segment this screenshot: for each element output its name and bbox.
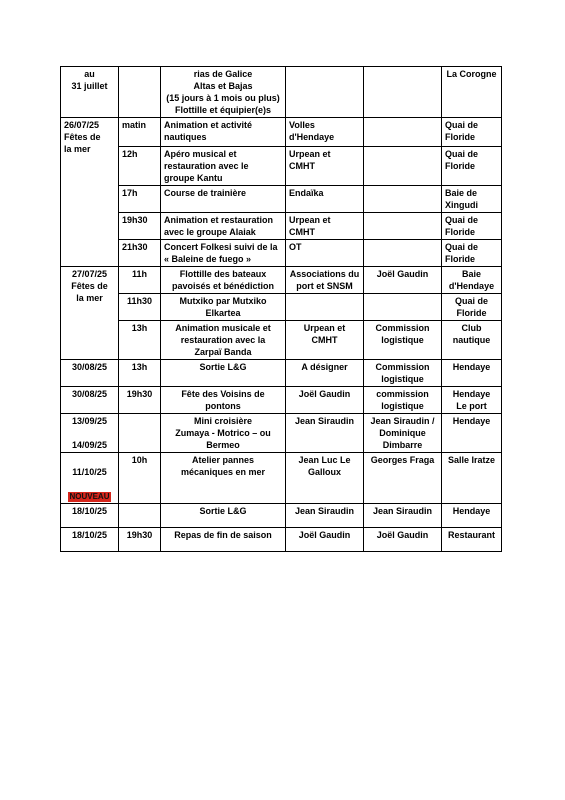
contact-cell: Commission logistique xyxy=(364,360,442,387)
event-cell: Concert Folkesi suivi de la « Baleine de fuego » xyxy=(161,240,286,267)
time-cell xyxy=(119,67,161,118)
table-row xyxy=(61,213,502,240)
event-cell: Animation et activité nautiques xyxy=(161,118,286,147)
event-cell: Sortie L&G xyxy=(161,504,286,528)
time-cell: 10h xyxy=(119,453,161,504)
contact-cell xyxy=(364,213,442,240)
date-cell: 30/08/25 xyxy=(61,387,119,414)
place-cell: Hendaye xyxy=(442,414,502,453)
organizer-cell: Joël Gaudin xyxy=(286,387,364,414)
contact-cell xyxy=(364,240,442,267)
organizer-cell: Joël Gaudin xyxy=(286,528,364,552)
event-cell: Flottille des bateaux pavoisés et bénédiction xyxy=(161,267,286,294)
time-cell: 21h30 xyxy=(119,240,161,267)
place-cell: Quai de Floride xyxy=(442,294,502,321)
event-cell: Course de trainière xyxy=(161,186,286,213)
table-row xyxy=(61,147,502,186)
event-cell: Sortie L&G xyxy=(161,360,286,387)
organizer-cell: Volles d'Hendaye xyxy=(286,118,364,147)
table-row xyxy=(61,360,502,387)
organizer-cell: Urpean et CMHT xyxy=(286,147,364,186)
table-row xyxy=(61,453,502,504)
time-cell xyxy=(119,414,161,453)
table-row xyxy=(61,528,502,552)
place-cell: Club nautique xyxy=(442,321,502,360)
table-row xyxy=(61,118,502,147)
contact-cell xyxy=(364,147,442,186)
place-cell: Quai de Floride xyxy=(442,213,502,240)
contact-cell xyxy=(364,294,442,321)
date-cell: 13/09/25 14/09/25 xyxy=(61,414,119,453)
organizer-cell: Jean Siraudin xyxy=(286,504,364,528)
time-cell: 13h xyxy=(119,321,161,360)
place-cell: Quai de Floride xyxy=(442,118,502,147)
event-cell: rias de Galice Altas et Bajas (15 jours à 1 mois ou plus) Flottille et équipier(e)s xyxy=(161,67,286,118)
event-cell: Mini croisière Zumaya - Motrico – ou Bermeo xyxy=(161,414,286,453)
organizer-cell: Urpean et CMHT xyxy=(286,213,364,240)
organizer-cell xyxy=(286,294,364,321)
event-cell: Fête des Voisins de pontons xyxy=(161,387,286,414)
table-row xyxy=(61,240,502,267)
contact-cell: Commission logistique xyxy=(364,321,442,360)
organizer-cell: Associations du port et SNSM xyxy=(286,267,364,294)
event-cell: Animation musicale et restauration avec la Zarpaï Banda xyxy=(161,321,286,360)
nouveau-badge: NOUVEAU xyxy=(69,492,110,501)
table-row xyxy=(61,414,502,453)
table-row xyxy=(61,67,502,118)
place-cell: Hendaye xyxy=(442,504,502,528)
time-cell: 13h xyxy=(119,360,161,387)
table-row xyxy=(61,186,502,213)
organizer-cell: Endaïka xyxy=(286,186,364,213)
schedule-table xyxy=(60,66,502,552)
place-cell: Restaurant xyxy=(442,528,502,552)
organizer-cell: OT xyxy=(286,240,364,267)
contact-cell: commission logistique xyxy=(364,387,442,414)
contact-cell: Jean Siraudin xyxy=(364,504,442,528)
time-cell: 11h xyxy=(119,267,161,294)
organizer-cell: Urpean et CMHT xyxy=(286,321,364,360)
place-cell: Baie d'Hendaye xyxy=(442,267,502,294)
organizer-cell: Jean Luc Le Galloux xyxy=(286,453,364,504)
event-cell: Atelier pannes mécaniques en mer xyxy=(161,453,286,504)
contact-cell xyxy=(364,118,442,147)
time-cell: matin xyxy=(119,118,161,147)
time-cell xyxy=(119,504,161,528)
time-cell: 12h xyxy=(119,147,161,186)
event-cell: Animation et restauration avec le groupe Alaiak xyxy=(161,213,286,240)
contact-cell: Joël Gaudin xyxy=(364,528,442,552)
date-cell: 18/10/25 xyxy=(61,528,119,552)
date-cell xyxy=(61,453,119,504)
contact-cell xyxy=(364,186,442,213)
date-cell: 27/07/25 Fêtes de la mer xyxy=(61,267,119,360)
contact-cell xyxy=(364,67,442,118)
date-cell: 18/10/25 xyxy=(61,504,119,528)
organizer-cell: Jean Siraudin xyxy=(286,414,364,453)
event-cell: Apéro musical et restauration avec le groupe Kantu xyxy=(161,147,286,186)
place-cell: La Corogne xyxy=(442,67,502,118)
event-cell: Repas de fin de saison xyxy=(161,528,286,552)
place-cell: Quai de Floride xyxy=(442,240,502,267)
contact-cell: Georges Fraga xyxy=(364,453,442,504)
place-cell: Salle Iratze xyxy=(442,453,502,504)
event-cell: Mutxiko par Mutxiko Elkartea xyxy=(161,294,286,321)
time-cell: 11h30 xyxy=(119,294,161,321)
date-cell: au 31 juillet xyxy=(61,67,119,118)
contact-cell: Joël Gaudin xyxy=(364,267,442,294)
date-cell: 30/08/25 xyxy=(61,360,119,387)
place-cell: Quai de Floride xyxy=(442,147,502,186)
contact-cell: Jean Siraudin / Dominique Dimbarre xyxy=(364,414,442,453)
time-cell: 19h30 xyxy=(119,213,161,240)
table-row xyxy=(61,504,502,528)
organizer-cell: A désigner xyxy=(286,360,364,387)
time-cell: 19h30 xyxy=(119,528,161,552)
place-cell: Hendaye xyxy=(442,360,502,387)
time-cell: 17h xyxy=(119,186,161,213)
table-row xyxy=(61,267,502,294)
table-row xyxy=(61,387,502,414)
table-row xyxy=(61,321,502,360)
organizer-cell xyxy=(286,67,364,118)
date-cell: 26/07/25 Fêtes de la mer xyxy=(61,118,119,267)
time-cell: 19h30 xyxy=(119,387,161,414)
table-row xyxy=(61,294,502,321)
date-text: 11/10/25 xyxy=(72,467,107,477)
place-cell: Baie de Xingudi xyxy=(442,186,502,213)
place-cell: Hendaye Le port xyxy=(442,387,502,414)
